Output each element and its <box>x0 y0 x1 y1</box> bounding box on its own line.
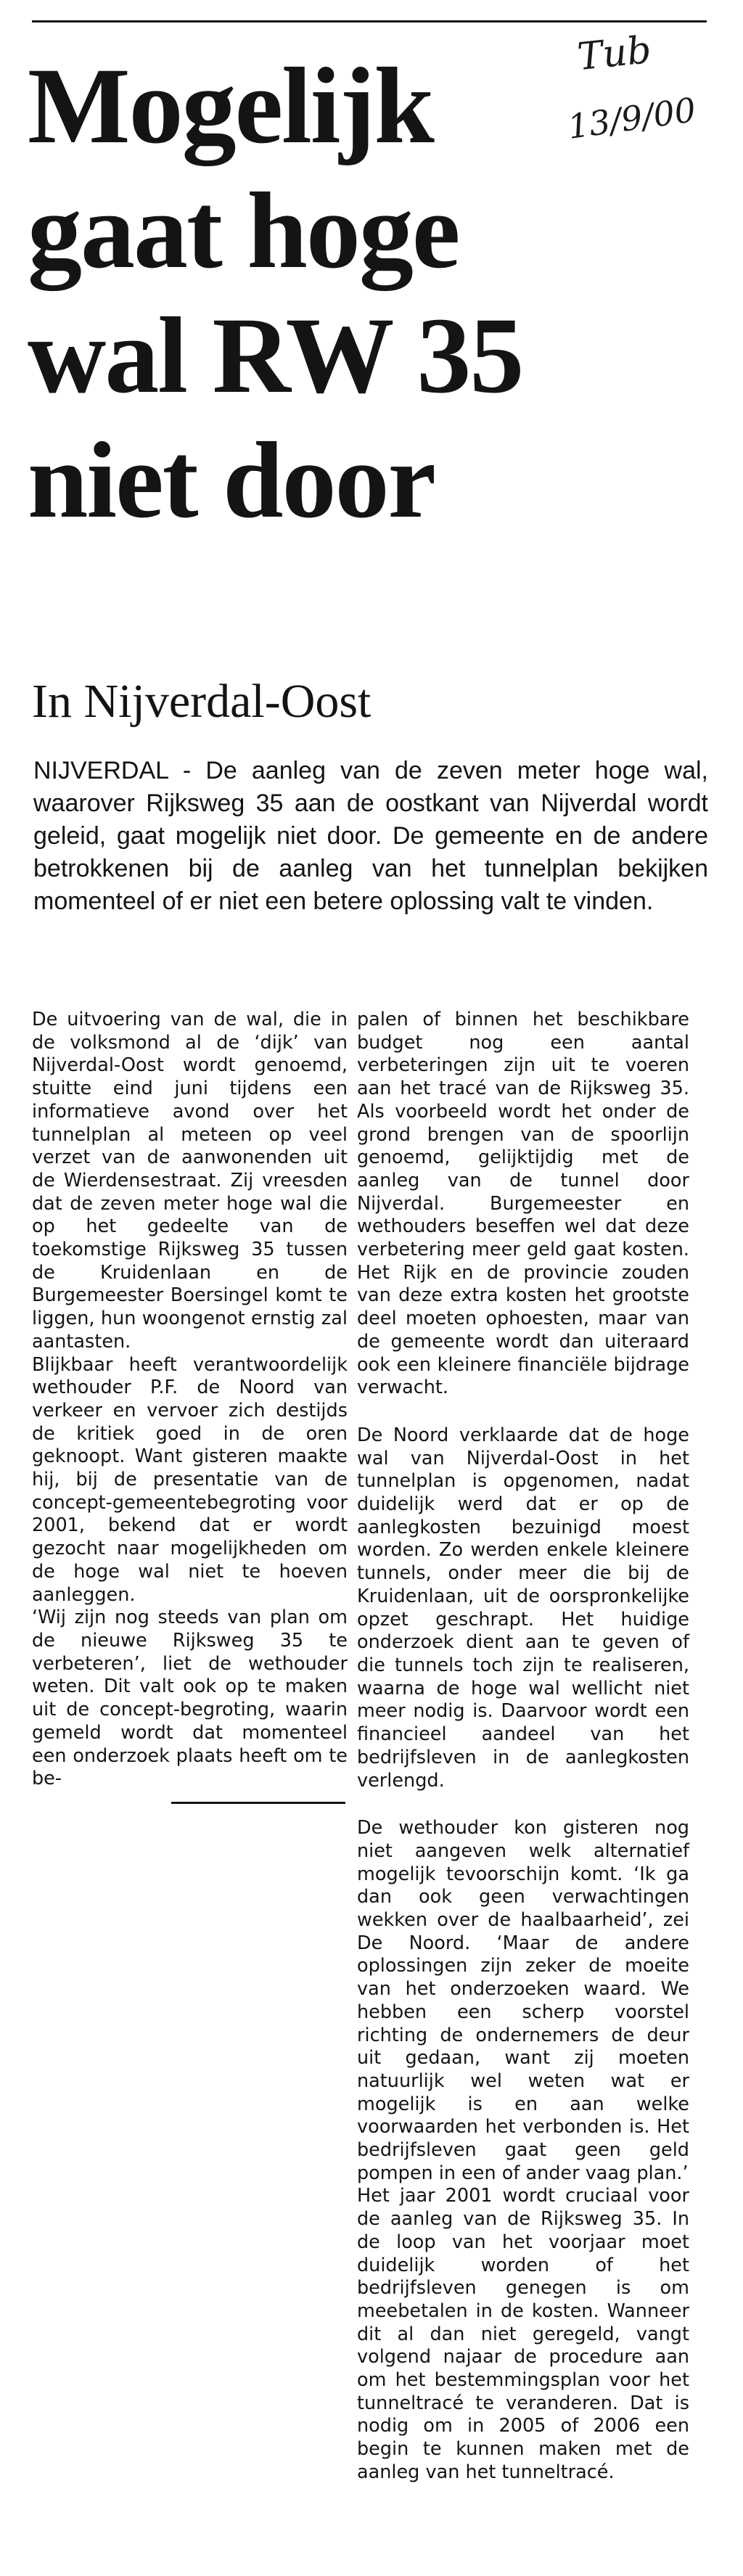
top-rule <box>32 20 707 22</box>
body-paragraph: De Noord verklaarde dat de hoge wal van Nijverdal-Oost in het tunnelplan is opgenomen, nadat duidelijk werd dat er op de aanlegkosten bezuinigd moest worden. Zo werden enkele kleinere tunnels, onder meer die bij de Kruidenlaan, uit de oorspronkelijke opzet geschrapt. Het huidige onderzoek dient aan te geven of die tunnels toch zijn te realiseren, waarna de hoge wal wellicht niet meer nodig is. Daarvoor wordt een financieel aandeel van het bedrijfsleven in de aanlegkosten verlengd. <box>357 1424 689 1792</box>
body-paragraph: Blijkbaar heeft verantwoordelijk wethouder P.F. de Noord van verkeer en vervoer zich destijds de kritiek goed in de oren geknoopt. Want gisteren maakte hij, bij de presentatie van de concept-gemeentebegroting voor 2001, bekend dat er wordt gezocht naar mogelijkheden om de hoge wal niet te hoeven aanleggen. <box>32 1353 348 1606</box>
body-paragraph: Het jaar 2001 wordt cruciaal voor de aanleg van de Rijksweg 35. In de loop van het voorjaar moet duidelijk worden of het bedrijfsleven genegen is om meebetalen in de kosten. Wanneer dit al dan niet geregeld, vangt volgend najaar de procedure aan om het bestemmingsplan voor het tunneltracé te veranderen. Dat is nodig om in 2005 of 2006 een begin te kunnen maken met de aanleg van het tunneltracé. <box>357 2185 689 2483</box>
left-column <box>32 1009 348 1791</box>
subheading: In Nijverdal-Oost <box>32 675 372 728</box>
body-paragraph: palen of binnen het beschikbare budget nog een aantal verbeteringen zijn uit te voeren aan het tracé van de Rijksweg 35. Als voorbeeld wordt het onder de grond brengen van de spoorlijn genoemd, gelijktijdig met de aanleg van de tunnel door Nijverdal. Burgemeester en wethouders beseffen wel dat deze verbetering meer geld gaat kosten. Het Rijk en de provincie zouden van deze extra kosten het grootste deel moeten ophoesten, maar van de gemeente wordt dan uiteraard ook een kleinere financiële bijdrage verwacht. <box>357 1009 689 1399</box>
handwritten-date: 13/9/00 <box>565 89 699 147</box>
body-paragraph: De uitvoering van de wal, die in de volksmond al de ‘dijk’ van Nijverdal-Oost wordt genoemd, stuitte eind juni tijdens een informatieve avond over het tunnelplan al meteen op veel verzet van de aanwonenden uit de Wierdensestraat. Zij vreesden dat de zeven meter hoge wal die op het gedeelte van de toekomstige Rijksweg 35 tussen de Kruidenlaan en de Burgemeester Boersingel komt te liggen, hun woongenot ernstig zal aantasten. <box>32 1009 348 1353</box>
body-paragraph: ‘Wij zijn nog steeds van plan om de nieuwe Rijksweg 35 te verbeteren’, liet de wethouder weten. Dit valt ook op te maken uit de concept-begroting, waarin gemeld wordt dat momenteel een onderzoek plaats heeft om te be- <box>32 1607 348 1790</box>
body-paragraph: De wethouder kon gisteren nog niet aangeven welk alternatief mogelijk tevoorschijn komt. ‘Ik ga dan ook geen verwachtingen wekken over de haalbaarheid’, zei De Noord. ‘Maar de andere oplossingen zijn zeker de moeite van het onderzoeken waard. We hebben een scherp voorstel richting de ondernemers de deur uit gedaan, want zij moeten natuurlijk wel weten wat er mogelijk is en aan welke voorwaarden het verbonden is. Het bedrijfsleven gaat geen geld pompen in een of ander vaag plan.’ <box>357 1817 689 2184</box>
handwritten-initials: Tub <box>575 28 654 80</box>
headline <box>28 44 710 543</box>
column-end-rule <box>171 1802 345 1804</box>
headline-line: wal RW 35 <box>28 295 523 416</box>
lead-paragraph: NIJVERDAL - De aanleg van de zeven meter hoge wal, waarover Rijksweg 35 aan de oostkant van Nijverdal wordt geleid, gaat mogelijk niet door. De gemeente en de andere betrokkenen bij de aanleg van het tunnelplan bekijken momenteel of er niet een betere oplossing valt te vinden. <box>33 757 708 915</box>
right-column <box>357 1009 689 2485</box>
headline-line: gaat hoge <box>28 171 459 291</box>
headline-line: Mogelijk <box>28 46 433 166</box>
headline-line: niet door <box>28 420 435 541</box>
